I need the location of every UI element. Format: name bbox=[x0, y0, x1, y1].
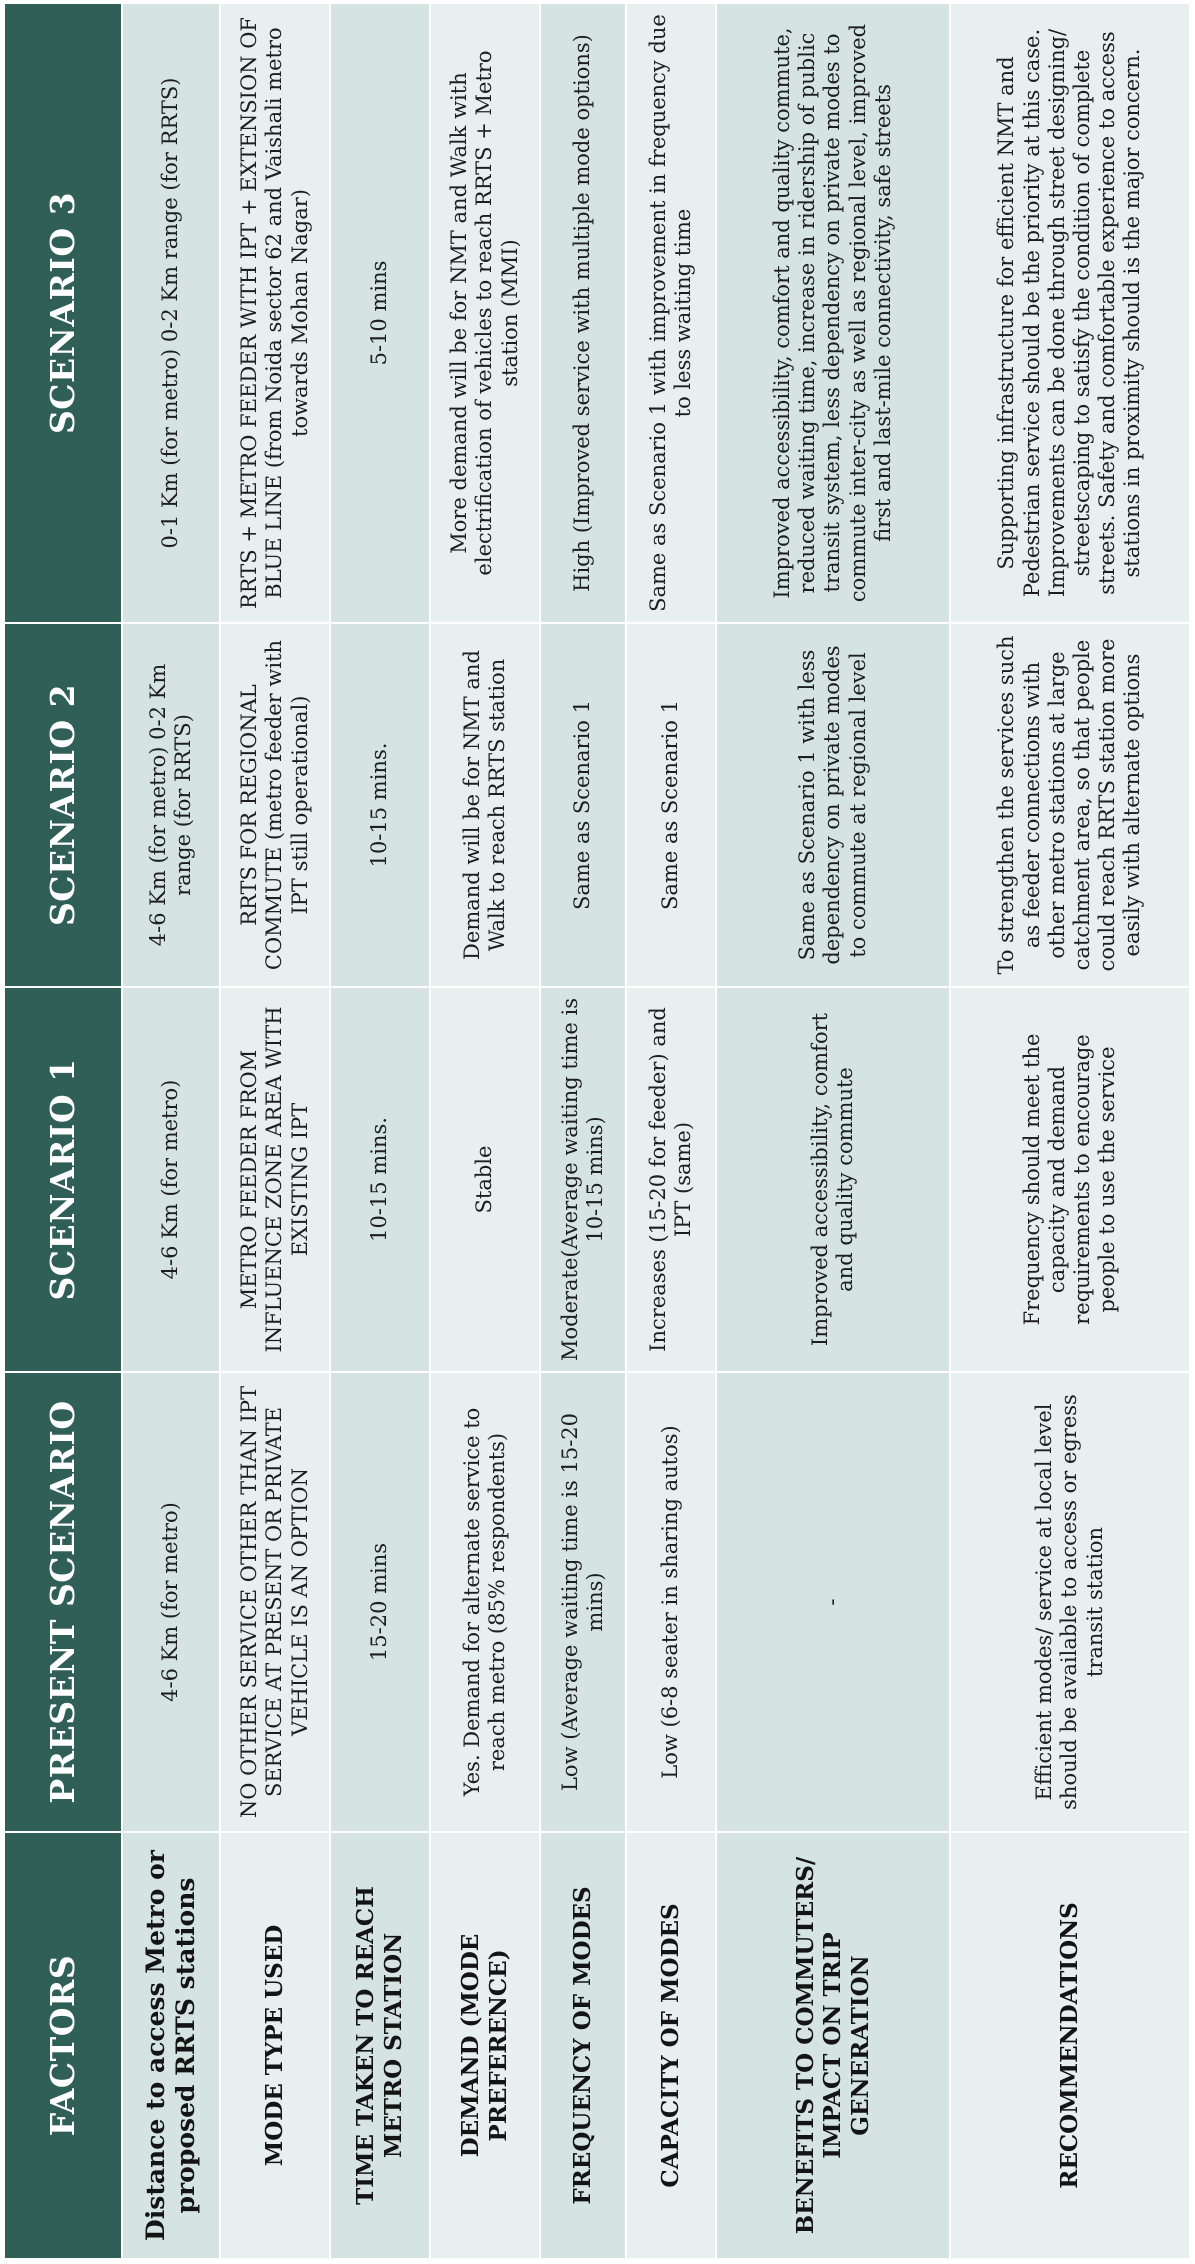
scenario-2-cell: Same as Scenario 1 bbox=[540, 623, 626, 987]
factor-cell: BENEFITS TO COMMUTERS/ IMPACT ON TRIP GENERATION bbox=[716, 1832, 950, 2259]
scenario-1-cell: Frequency should meet the capacity and demand requirements to encourage people to use the service bbox=[950, 987, 1190, 1372]
scenario-3-cell: 5-10 mins bbox=[330, 3, 430, 623]
scenario-3-cell: Same as Scenario 1 with improvement in frequency due to less waiting time bbox=[626, 3, 716, 623]
factor-cell: DEMAND (MODE PREFERENCE) bbox=[430, 1832, 540, 2259]
scenario-3-cell: Improved accessibility, comfort and quality commute, reduced waiting time, increase in ridership of public transit system, less dependency on private modes to commute inter-city as well as regional level, improved first and last-mile connectivity, safe streets bbox=[716, 3, 950, 623]
header-scenario-2: SCENARIO 2 bbox=[4, 623, 122, 987]
scenario-1-cell: Moderate(Average waiting time is 10-15 mins) bbox=[540, 987, 626, 1372]
scenario-3-cell: High (Improved service with multiple mode options) bbox=[540, 3, 626, 623]
present-cell: Low (Average waiting time is 15-20 mins) bbox=[540, 1372, 626, 1832]
header-factors: FACTORS bbox=[4, 1832, 122, 2259]
table-row bbox=[950, 3, 1190, 2259]
present-cell: NO OTHER SERVICE OTHER THAN IPT SERVICE AT PRESENT OR PRIVATE VEHICLE IS AN OPTION bbox=[220, 1372, 330, 1832]
present-cell: Low (6-8 seater in sharing autos) bbox=[626, 1372, 716, 1832]
header-present-scenario: PRESENT SCENARIO bbox=[4, 1372, 122, 1832]
scenario-1-cell: 4-6 Km (for metro) bbox=[122, 987, 220, 1372]
scenario-2-cell: RRTS FOR REGIONAL COMMUTE (metro feeder with IPT still operational) bbox=[220, 623, 330, 987]
scenario-2-cell: To strengthen the services such as feeder connections with other metro stations at large catchment area, so that people could reach RRTS station more easily with alternate options bbox=[950, 623, 1190, 987]
table-row bbox=[540, 3, 626, 2259]
table-row bbox=[430, 3, 540, 2259]
scenario-3-cell: RRTS + METRO FEEDER WITH IPT + EXTENSION OF BLUE LINE (from Noida sector 62 and Vaishali metro towards Mohan Nagar) bbox=[220, 3, 330, 623]
scenario-2-cell: Same as Scenario 1 with less dependency on private modes to commute at regional level bbox=[716, 623, 950, 987]
scenario-1-cell: Improved accessibility, comfort and quality commute bbox=[716, 987, 950, 1372]
factor-cell: FREQUENCY OF MODES bbox=[540, 1832, 626, 2259]
scenario-2-cell: 10-15 mins. bbox=[330, 623, 430, 987]
factor-cell: CAPACITY OF MODES bbox=[626, 1832, 716, 2259]
present-cell: 4-6 Km (for metro) bbox=[122, 1372, 220, 1832]
present-cell: - bbox=[716, 1372, 950, 1832]
table-row bbox=[220, 3, 330, 2259]
factor-cell: RECOMMENDATIONS bbox=[950, 1832, 1190, 2259]
table-header-row bbox=[4, 3, 122, 2259]
scenario-1-cell: Increases (15-20 for feeder) and IPT (same) bbox=[626, 987, 716, 1372]
present-cell: Efficient modes/ service at local level should be available to access or egress transit station bbox=[950, 1372, 1190, 1832]
scenario-2-cell: Demand will be for NMT and Walk to reach RRTS station bbox=[430, 623, 540, 987]
factor-cell: MODE TYPE USED bbox=[220, 1832, 330, 2259]
header-scenario-3: SCENARIO 3 bbox=[4, 3, 122, 623]
scenario-3-cell: More demand will be for NMT and Walk with electrification of vehicles to reach RRTS + Metro station (MMI) bbox=[430, 3, 540, 623]
scenario-comparison-table bbox=[3, 2, 1191, 2260]
scenario-1-cell: 10-15 mins. bbox=[330, 987, 430, 1372]
header-scenario-1: SCENARIO 1 bbox=[4, 987, 122, 1372]
scenario-1-cell: Stable bbox=[430, 987, 540, 1372]
scenario-1-cell: METRO FEEDER FROM INFLUENCE ZONE AREA WITH EXISTING IPT bbox=[220, 987, 330, 1372]
table-row bbox=[626, 3, 716, 2259]
table-row bbox=[122, 3, 220, 2259]
scenario-2-cell: Same as Scenario 1 bbox=[626, 623, 716, 987]
table-row bbox=[716, 3, 950, 2259]
scenario-3-cell: 0-1 Km (for metro) 0-2 Km range (for RRTS) bbox=[122, 3, 220, 623]
scenario-3-cell: Supporting infrastructure for efficient NMT and Pedestrian service should be the priority at this case. Improvements can be done through street designing/ streetscaping to satisfy the condition of complete streets. Safety and comfortable experience to access stations in proximity should is the major concern. bbox=[950, 3, 1190, 623]
present-cell: Yes. Demand for alternate service to reach metro (85% respondents) bbox=[430, 1372, 540, 1832]
table-row bbox=[330, 3, 430, 2259]
factor-cell: Distance to access Metro or proposed RRTS stations bbox=[122, 1832, 220, 2259]
present-cell: 15-20 mins bbox=[330, 1372, 430, 1832]
scenario-2-cell: 4-6 Km (for metro) 0-2 Km range (for RRTS) bbox=[122, 623, 220, 987]
factor-cell: TIME TAKEN TO REACH METRO STATION bbox=[330, 1832, 430, 2259]
